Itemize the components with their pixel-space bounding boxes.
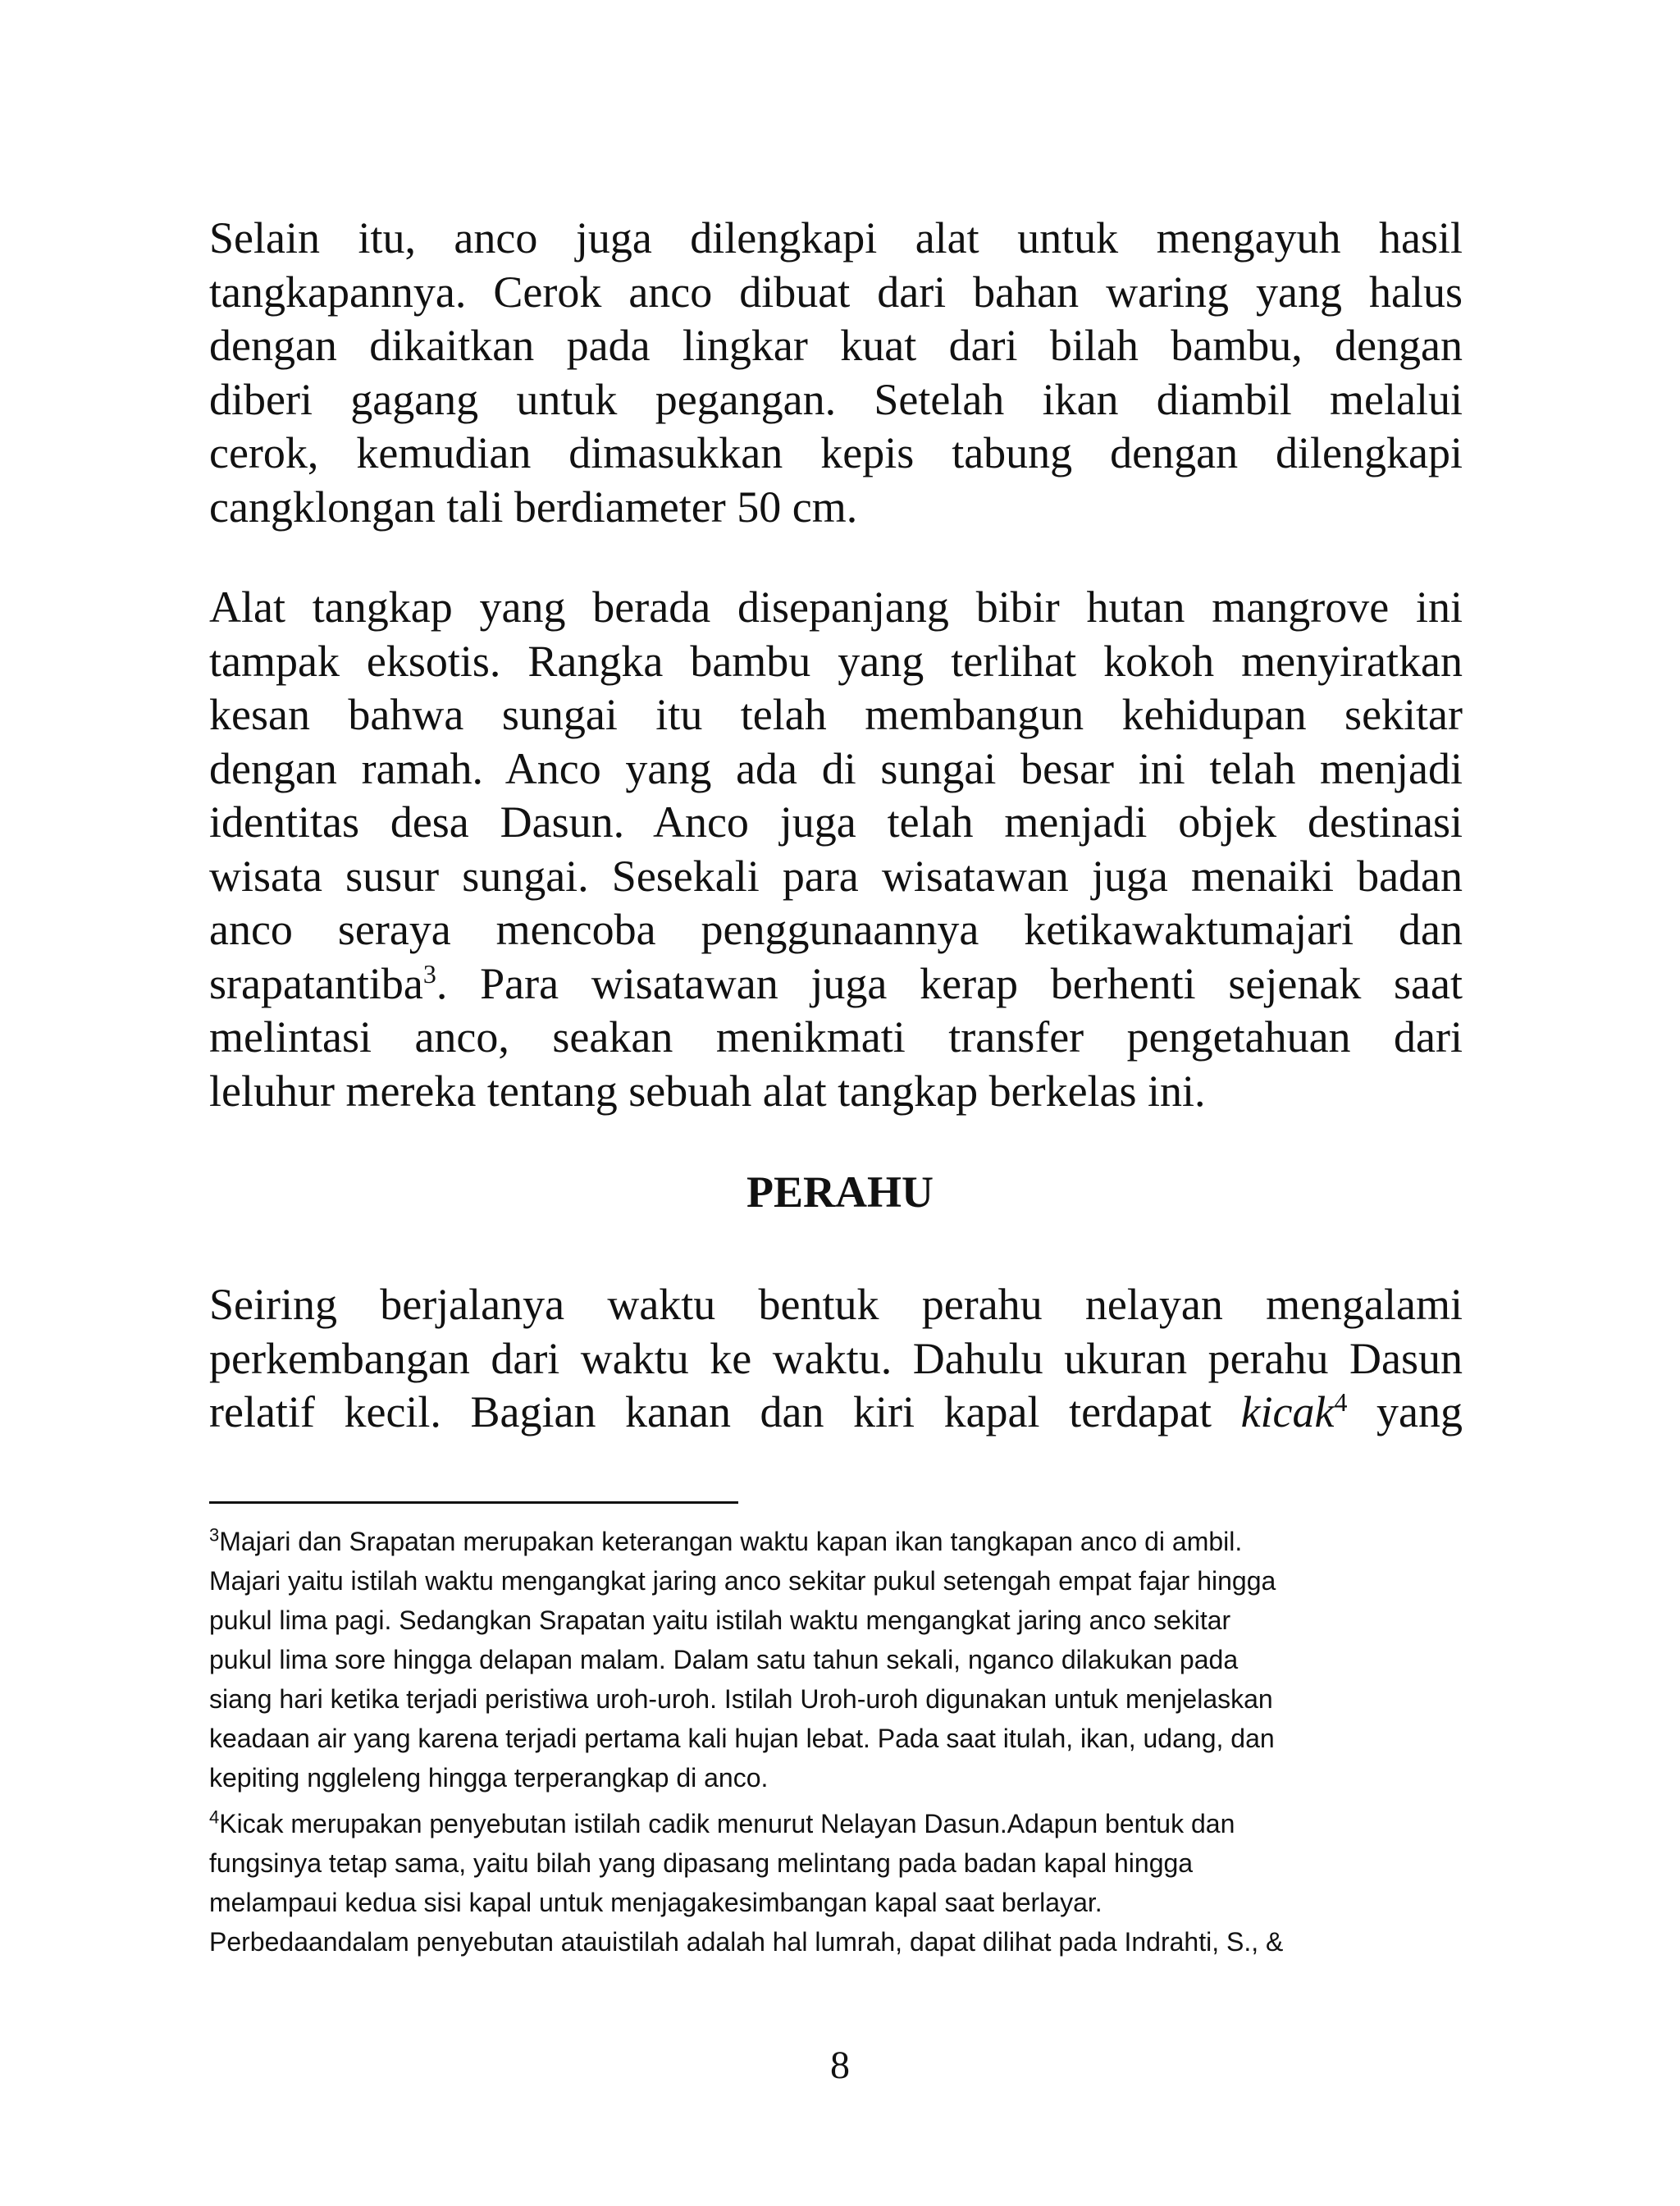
footnote-line: kepiting nggleleng hingga terperangkap di anco. [209,1763,769,1793]
italic-term: kicak [1240,1387,1335,1436]
footnote-line [209,1804,1472,1843]
text-line: cerok, kemudian dimasukkan kepis tabung dengan dilengkapi [209,428,1463,477]
paragraph-alat-tangkap [209,581,1463,1118]
footnote-line: siang hari ketika terjadi peristiwa uroh-uroh. Istilah Uroh-uroh digunakan untuk menjelaskan [209,1684,1273,1714]
text-line: perkembangan dari waktu ke waktu. Dahulu ukuran perahu Dasun [209,1333,1463,1383]
footnotes [209,1522,1472,1968]
text-line: Selain itu, anco juga dilengkapi alat untuk mengayuh hasil [209,213,1463,263]
text-segment: srapatantiba [209,958,423,1008]
text-line: melintasi anco, seakan menikmati transfer pengetahuan dari [209,1012,1463,1062]
footnote-line: Perbedaandalam penyebutan atauistilah adalah hal lumrah, dapat dilihat pada Indrahti, S., & [209,1927,1284,1957]
footnote-line: keadaan air yang karena terjadi pertama kali hujan lebat. Pada saat itulah, ikan, udang, dan [209,1724,1275,1753]
page-number: 8 [830,2044,850,2087]
text-line: cangklongan tali berdiameter 50 cm. [209,482,858,532]
text-line: tampak eksotis. Rangka bambu yang terlihat kokoh menyiratkan [209,636,1463,686]
footnote-reference-4[interactable]: 4 [1334,1387,1348,1417]
paragraph-anco-cerok [209,212,1463,534]
footnote-line: fungsinya tetap sama, yaitu bilah yang dipasang melintang pada badan kapal hingga [209,1848,1194,1878]
footnote-line: Majari yaitu istilah waktu mengangkat jaring anco sekitar pukul setengah empat fajar hingga [209,1566,1276,1596]
text-line [209,1386,1463,1440]
text-segment: relatif kecil. Bagian kanan dan kiri kapal terdapat [209,1387,1241,1436]
text-segment: yang [1347,1387,1463,1436]
text-segment: Kicak merupakan penyebutan istilah cadik menurut Nelayan Dasun.Adapun bentuk dan [219,1809,1235,1838]
text-line: kesan bahwa sungai itu telah membangun kehidupan sekitar [209,690,1463,739]
footnote-4 [209,1804,1472,1962]
footnote-line: pukul lima sore hingga delapan malam. Dalam satu tahun sekali, nganco dilakukan pada [209,1645,1239,1674]
text-line: leluhur mereka tentang sebuah alat tangkap berkelas ini. [209,1066,1206,1116]
text-line: diberi gagang untuk pegangan. Setelah ikan diambil melalui [209,374,1463,424]
footnote-3 [209,1522,1472,1797]
footnote-number: 4 [209,1806,220,1828]
text-segment: . Para wisatawan juga kerap berhenti sejenak saat [436,958,1463,1008]
text-line: dengan dikaitkan pada lingkar kuat dari bilah bambu, dengan [209,321,1463,370]
text-line: Alat tangkap yang berada disepanjang bibir hutan mangrove ini [209,582,1463,632]
footnote-number: 3 [209,1524,220,1546]
text-line [209,957,1463,1012]
text-segment: Majari dan Srapatan merupakan keterangan waktu kapan ikan tangkapan anco di ambil. [219,1527,1243,1556]
text-line: wisata susur sungai. Sesekali para wisatawan juga menaiki badan [209,851,1463,901]
text-line: anco seraya mencoba penggunaannya ketikawaktumajari dan [209,905,1463,954]
footnote-line: melampaui kedua sisi kapal untuk menjagakesimbangan kapal saat berlayar. [209,1888,1102,1917]
footnote-line [209,1522,1472,1561]
text-line: tangkapannya. Cerok anco dibuat dari bahan waring yang halus [209,267,1463,317]
text-line: identitas desa Dasun. Anco juga telah menjadi objek destinasi [209,797,1463,847]
section-heading: PERAHU [746,1167,934,1217]
text-line: Seiring berjalanya waktu bentuk perahu nelayan mengalami [209,1280,1463,1329]
footnote-separator [209,1501,738,1504]
paragraph-perahu [209,1278,1463,1440]
text-line: dengan ramah. Anco yang ada di sungai besar ini telah menjadi [209,743,1463,793]
footnote-reference-3[interactable]: 3 [422,958,436,989]
footnote-line: pukul lima pagi. Sedangkan Srapatan yaitu istilah waktu mengangkat jaring anco sekitar [209,1605,1231,1635]
